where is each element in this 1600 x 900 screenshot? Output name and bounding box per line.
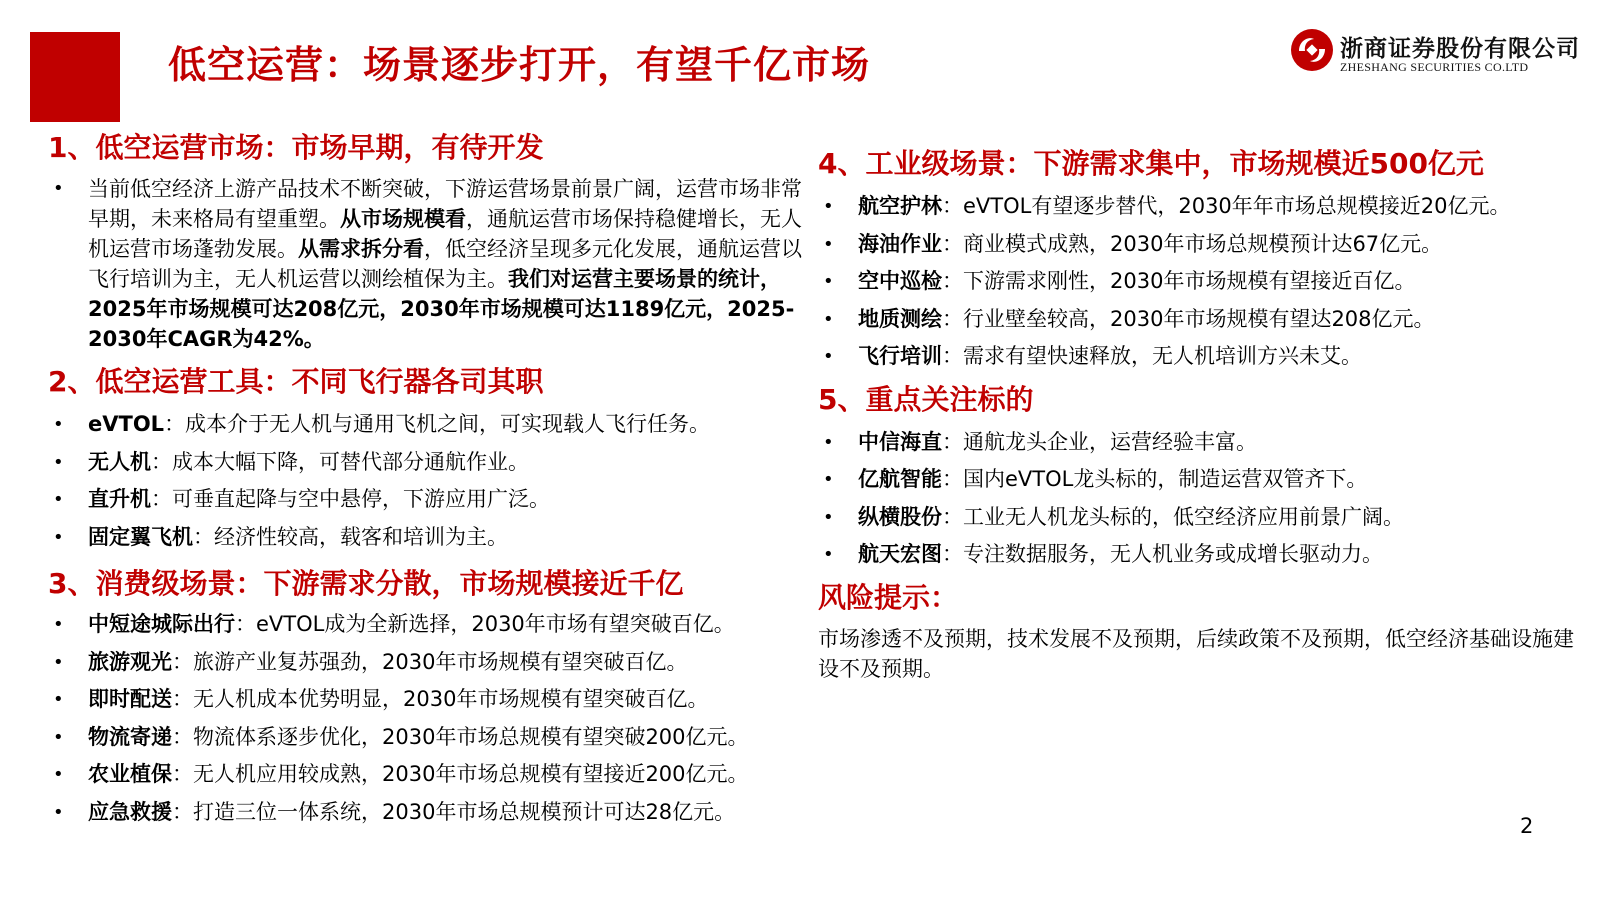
list-item bbox=[818, 188, 1578, 226]
list-item bbox=[48, 644, 808, 682]
list-item bbox=[48, 519, 808, 557]
section-3-heading: 3、消费级场景：下游需求分散，市场规模接近千亿 bbox=[48, 567, 684, 600]
item-label: 地质测绘 bbox=[858, 306, 942, 331]
item-text: ：成本大幅下降，可替代部分通航作业。 bbox=[151, 449, 529, 474]
item-label: 亿航智能 bbox=[858, 467, 942, 491]
item-label: 中信海直 bbox=[858, 429, 942, 454]
list-item bbox=[818, 424, 1578, 462]
list-item bbox=[818, 263, 1578, 301]
item-label: 飞行培训 bbox=[858, 344, 942, 368]
item-label: 旅游观光 bbox=[88, 649, 172, 674]
item-text: ：旅游产业复苏强劲，2030年市场规模有望突破百亿。 bbox=[172, 649, 688, 674]
sec1-bold-1: 从市场规模看 bbox=[340, 207, 466, 231]
list-item bbox=[818, 499, 1578, 537]
right-column bbox=[818, 144, 1578, 684]
list-item bbox=[818, 338, 1578, 376]
list-item bbox=[48, 794, 808, 832]
item-text: ：打造三位一体系统，2030年市场总规模预计可达28亿元。 bbox=[172, 799, 736, 824]
list-item bbox=[48, 719, 808, 757]
item-label: 中短途城际出行 bbox=[88, 612, 235, 636]
item-text: ：可垂直起降与空中悬停，下游应用广泛。 bbox=[151, 487, 550, 511]
item-label: 应急救援 bbox=[88, 799, 172, 824]
item-label: 空中巡检 bbox=[858, 269, 942, 293]
item-label: 纵横股份 bbox=[858, 504, 942, 529]
left-column bbox=[48, 128, 808, 831]
list-item bbox=[48, 681, 808, 719]
item-text: ：国内eVTOL龙头标的，制造运营双管齐下。 bbox=[942, 467, 1368, 491]
item-label: 即时配送 bbox=[88, 687, 172, 711]
list-item bbox=[48, 406, 808, 444]
section-3-list bbox=[48, 606, 808, 831]
section-4-list bbox=[818, 188, 1578, 376]
list-item bbox=[48, 444, 808, 482]
page-title: 低空运营：场景逐步打开，有望千亿市场 bbox=[168, 43, 871, 87]
section-1-paragraph bbox=[48, 174, 808, 354]
list-item bbox=[48, 606, 808, 644]
item-text: ：无人机成本优势明显，2030年市场规模有望突破百亿。 bbox=[172, 687, 709, 711]
logo-chinese-name: 浙商证券股份有限公司 bbox=[1340, 36, 1580, 62]
item-label: eVTOL bbox=[88, 412, 165, 436]
page-number: 2 bbox=[1520, 814, 1534, 838]
item-text: ：通航龙头企业，运营经验丰富。 bbox=[942, 429, 1257, 454]
section-5-list bbox=[818, 424, 1578, 574]
list-item bbox=[818, 461, 1578, 499]
sec1-text-2: ，通航运营市场保持稳健增长，无人机运营市场蓬勃发展。 bbox=[88, 207, 802, 261]
item-text: ：无人机应用较成熟，2030年市场总规模有望接近200亿元。 bbox=[172, 762, 749, 786]
item-text: ：eVTOL成为全新选择，2030年市场有望突破百亿。 bbox=[235, 612, 735, 636]
item-label: 物流寄递 bbox=[88, 724, 172, 749]
item-label: 无人机 bbox=[88, 449, 151, 474]
item-text: ：下游需求刚性，2030年市场规模有望接近百亿。 bbox=[942, 269, 1416, 293]
header-accent-block bbox=[30, 32, 120, 122]
sec1-text-3: ，低空经济呈现多元化发展，通航运营以飞行培训为主，无人机运营以测绘植保为主。 bbox=[88, 237, 802, 291]
section-5-heading: 5、重点关注标的 bbox=[818, 382, 1034, 416]
sec1-bold-3: 我们对运营主要场景的统计，2025年市场规模可达208亿元，2030年市场规模可达1189亿元，2025-2030年CAGR为42%。 bbox=[88, 267, 795, 351]
item-text: ：行业壁垒较高，2030年市场规模有望达208亿元。 bbox=[942, 306, 1435, 331]
section-1-heading: 1、低空运营市场：市场早期，有待开发 bbox=[48, 131, 544, 164]
sec1-text-1: 当前低空经济上游产品技术不断突破，下游运营场景前景广阔，运营市场非常早期，未来格局有望重塑。 bbox=[88, 177, 802, 231]
item-label: 航空护林 bbox=[858, 194, 942, 218]
company-logo bbox=[1290, 28, 1580, 78]
item-text: ：需求有望快速释放，无人机培训方兴未艾。 bbox=[942, 344, 1362, 368]
zheshang-logo-icon bbox=[1290, 28, 1334, 72]
logo-english-name: ZHESHANG SECURITIES CO.LTD bbox=[1340, 60, 1529, 74]
item-text: ：成本介于无人机与通用飞机之间，可实现载人飞行任务。 bbox=[164, 412, 711, 436]
item-text: ：物流体系逐步优化，2030年市场总规模有望突破200亿元。 bbox=[172, 724, 749, 749]
section-4-heading: 4、工业级场景：下游需求集中，市场规模近500亿元 bbox=[818, 147, 1484, 180]
item-label: 航天宏图 bbox=[858, 542, 942, 566]
risk-heading: 风险提示： bbox=[818, 580, 959, 614]
list-item bbox=[818, 536, 1578, 574]
item-text: ：eVTOL有望逐步替代，2030年年市场总规模接近20亿元。 bbox=[942, 194, 1511, 218]
list-item bbox=[48, 481, 808, 519]
item-label: 海油作业 bbox=[858, 231, 942, 256]
item-text: ：专注数据服务，无人机业务或成增长驱动力。 bbox=[942, 542, 1383, 566]
item-text: ：商业模式成熟，2030年市场总规模预计达67亿元。 bbox=[942, 231, 1443, 256]
risk-text: 市场渗透不及预期，技术发展不及预期，后续政策不及预期，低空经济基础设施建设不及预期。 bbox=[818, 626, 1574, 681]
item-text: ：工业无人机龙头标的，低空经济应用前景广阔。 bbox=[942, 504, 1404, 529]
item-label: 固定翼飞机 bbox=[88, 524, 193, 549]
list-item bbox=[818, 301, 1578, 339]
section-2-list bbox=[48, 406, 808, 556]
sec1-bold-2: 从需求拆分看 bbox=[298, 237, 424, 261]
item-text: ：经济性较高，载客和培训为主。 bbox=[193, 524, 508, 549]
list-item bbox=[818, 226, 1578, 264]
list-item bbox=[48, 756, 808, 794]
item-label: 农业植保 bbox=[88, 762, 172, 786]
item-label: 直升机 bbox=[88, 487, 151, 511]
section-2-heading: 2、低空运营工具：不同飞行器各司其职 bbox=[48, 365, 544, 398]
